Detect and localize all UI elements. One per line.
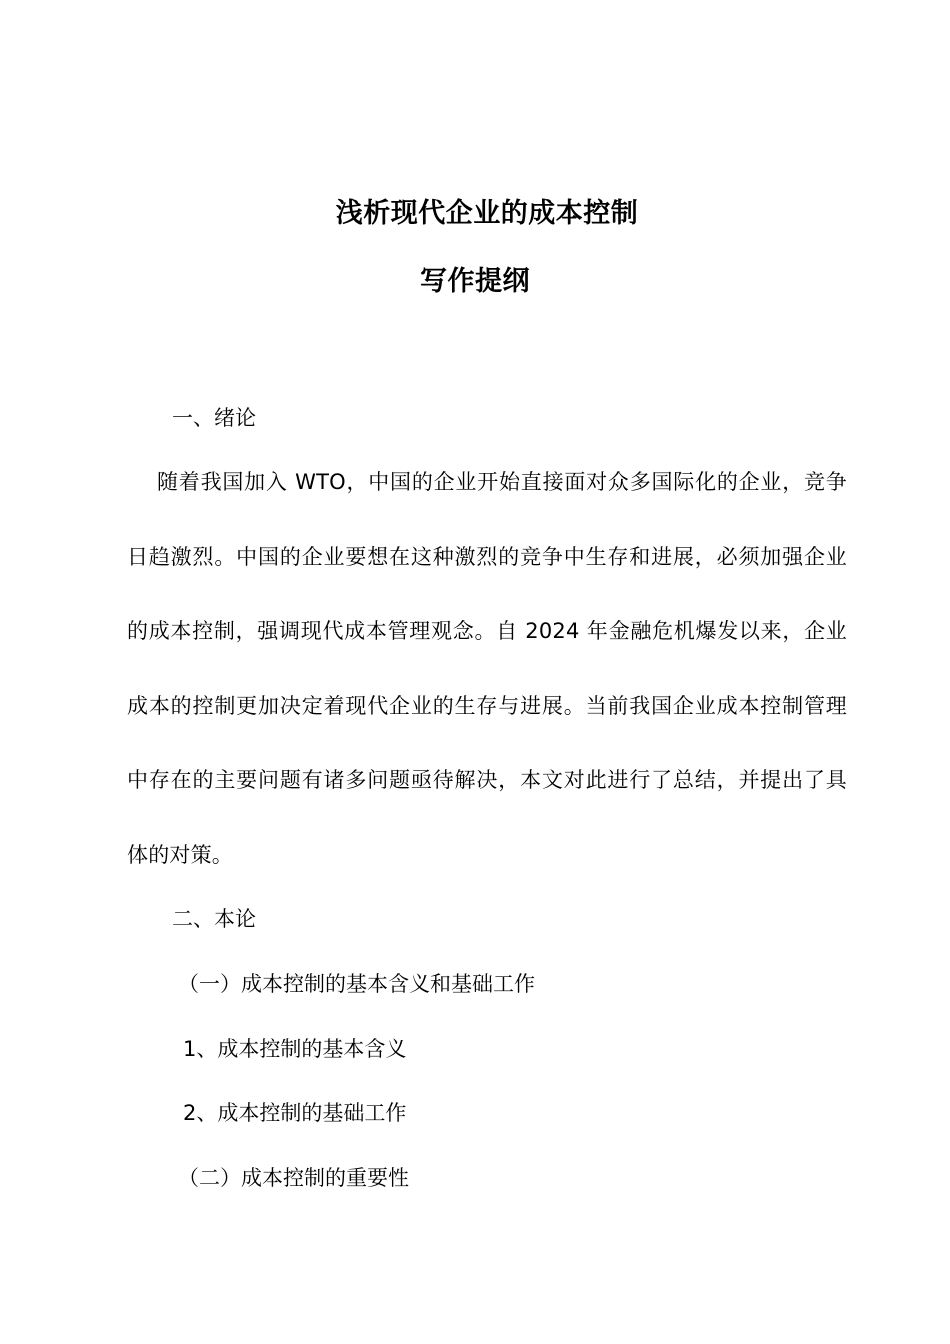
document-subtitle: 写作提纲: [420, 266, 530, 297]
section-heading-main-body: 二、本论: [172, 907, 256, 931]
section-heading-introduction: 一、绪论: [172, 406, 256, 430]
document-title: 浅析现代企业的成本控制: [335, 198, 639, 229]
subsection-heading-2: （二）成本控制的重要性: [178, 1166, 409, 1190]
outline-item-2: 2、成本控制的基础工作: [183, 1101, 407, 1125]
introduction-paragraph: 随着我国加入 WTO，中国的企业开始直接面对众多国际化的企业，竞争日趋激烈。中国的企业要想在这种激烈的竞争中生存和进展，必须加强企业的成本控制，强调现代成本管理观念。自 2024 年金融危机爆发以来，企业成本的控制更加决定着现代企业的生存与进展。当前我国企业成本控制管理中存在的主要问题有诸多问题亟待解决，本文对此进行了总结，并提出了具体的对策。: [127, 470, 847, 867]
outline-item-1: 1、成本控制的基本含义: [183, 1037, 407, 1061]
subsection-heading-1: （一）成本控制的基本含义和基础工作: [178, 972, 535, 996]
